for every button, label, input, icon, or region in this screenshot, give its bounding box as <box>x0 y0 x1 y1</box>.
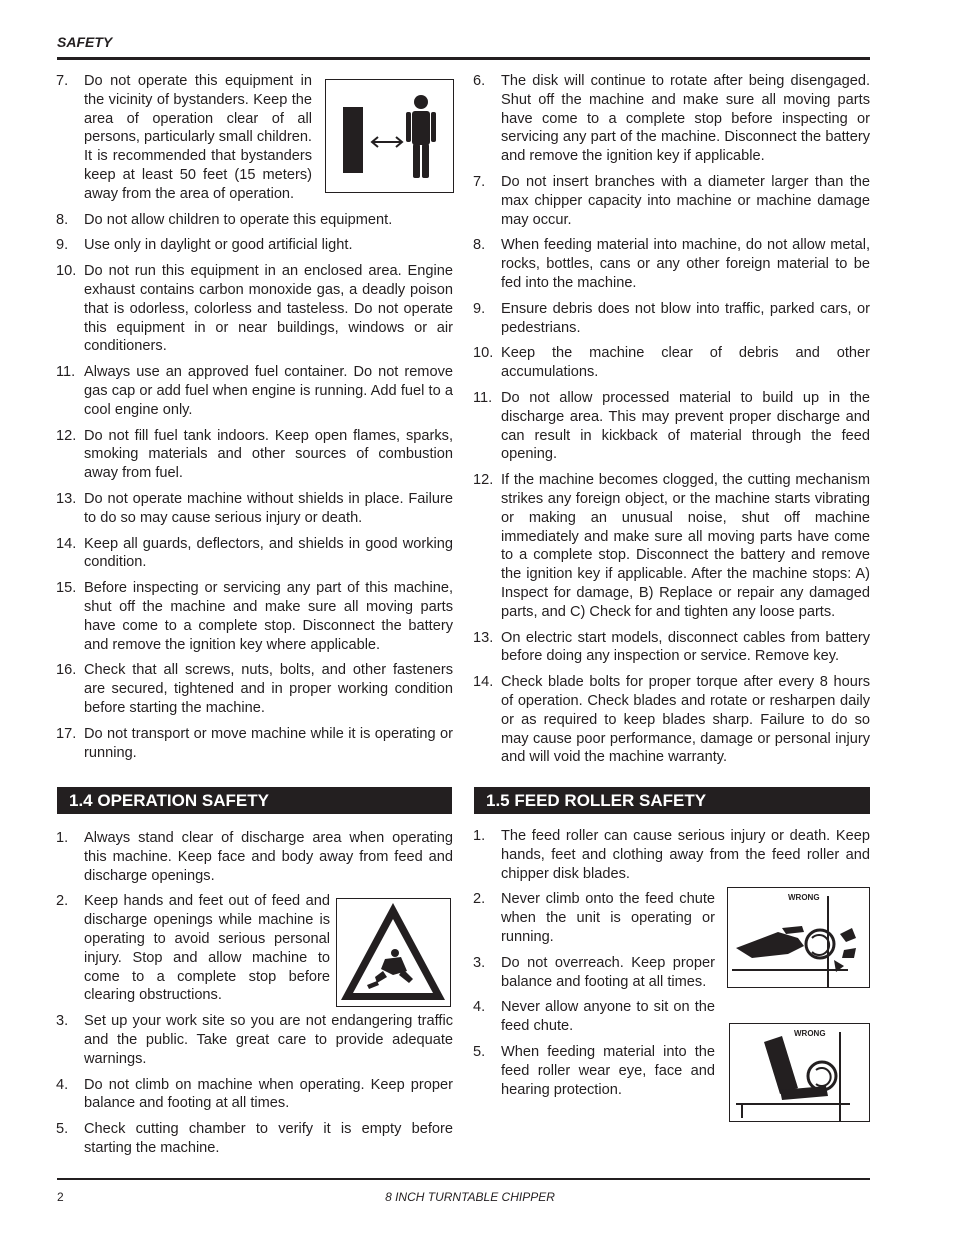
list-item <box>57 211 453 230</box>
list-item <box>474 673 870 767</box>
section-header-label: SAFETY <box>57 34 113 50</box>
list-item <box>474 954 715 992</box>
list-item <box>474 236 870 292</box>
item-text: When feeding material into machine, do not allow metal, rocks, bottles, cans or any other foreign material to be fed into the machine. <box>501 237 870 291</box>
section-title-operation-safety: 1.4 OPERATION SAFETY <box>57 787 452 814</box>
debris-icon <box>834 928 856 972</box>
item-number: 9. <box>56 237 69 254</box>
list-item <box>57 725 453 763</box>
item-number: 7. <box>56 73 69 89</box>
item-number: 3. <box>56 1013 69 1030</box>
list-item <box>57 829 453 885</box>
list-item <box>57 262 453 356</box>
warning-triangle-figure <box>336 898 451 1007</box>
list-item <box>474 629 870 667</box>
page-number: 2 <box>57 1190 64 1204</box>
list-item <box>474 173 870 229</box>
list-item <box>57 1076 453 1114</box>
item-number: 8. <box>56 211 69 228</box>
list-item <box>57 579 453 654</box>
item-text: Never allow anyone to sit on the feed chute. <box>501 999 715 1035</box>
item-text: Do not transport or move machine while it is operating or running. <box>84 725 453 761</box>
item-text: When feeding material into the feed roller wear eye, face and hearing protection. <box>501 1043 715 1098</box>
item-text: Keep the machine clear of debris and other accumulations. <box>501 345 870 381</box>
list-item <box>474 389 870 464</box>
item-text: Do not operate machine without shields in place. Failure to do so may cause serious injury or death. <box>84 490 453 526</box>
item-text: Check cutting chamber to verify it is empty before starting the machine. <box>84 1121 453 1156</box>
item-number: 12. <box>473 472 494 489</box>
item-number: 17. <box>56 725 77 742</box>
item-number: 15. <box>56 580 77 597</box>
list-item <box>474 72 870 166</box>
item-number: 11. <box>56 364 76 381</box>
list-item <box>57 661 453 717</box>
list-item <box>474 998 715 1036</box>
list-item <box>57 490 453 528</box>
wrong-label: WRONG <box>794 1029 826 1038</box>
wrong-label: WRONG <box>788 893 820 902</box>
list-item <box>57 72 312 204</box>
item-text: Do not run this equipment in an enclosed area. Engine exhaust contains carbon monoxide gas, a deadly poison that is odorless, colorless and tasteless. Do not operate this equipment in or near buildings, windows or air conditioners. <box>84 263 453 355</box>
machine-icon <box>343 107 363 173</box>
item-text: Before inspecting or servicing any part of this machine, shut off the machine and make sure all moving parts have come to a complete stop. Disconnect the battery and remove the ignition key where applicable. <box>84 580 453 653</box>
item-text: Check blade bolts for proper torque after every 8 hours of operation. Check blades and rotate or resharpen daily or as required to keep blades sharp. Failure to do so may cause poor performance, damage or personal injury and will void the machine warranty. <box>501 674 870 766</box>
list-item <box>474 344 870 382</box>
bystander-distance-figure <box>325 79 454 193</box>
item-text: Do not allow processed material to build up in the discharge area. This may prevent proper discharge and can result in kickback of material through the feed opening. <box>501 389 870 463</box>
item-text: Keep all guards, deflectors, and shields in good working condition. <box>84 535 453 571</box>
item-number: 7. <box>473 173 486 190</box>
item-number: 2. <box>473 891 486 908</box>
item-text: Do not overreach. Keep proper balance and footing at all times. <box>501 954 715 990</box>
list-item <box>57 892 330 1005</box>
section-title-feed-roller-safety: 1.5 FEED ROLLER SAFETY <box>474 787 870 814</box>
header-rule <box>57 57 870 60</box>
item-number: 4. <box>56 1076 69 1093</box>
list-item <box>474 827 870 883</box>
list-item <box>57 1012 453 1068</box>
item-text: Do not climb on machine when operating. Keep proper balance and footing at all times. <box>84 1076 453 1112</box>
item-number: 16. <box>56 662 77 679</box>
item-text: Ensure debris does not blow into traffic, parked cars, or pedestrians. <box>501 300 870 336</box>
list-item <box>474 300 870 338</box>
item-text: Keep hands and feet out of feed and discharge openings while machine is operating to avoid serious personal injury. Stop and allow machine to come to a complete stop before clearing obstructions. <box>84 893 330 1004</box>
item-text: Always use an approved fuel container. Do not remove gas cap or add fuel when engine is running. Add fuel to a cool engine only. <box>84 364 453 418</box>
right-column <box>474 72 870 774</box>
item-text: If the machine becomes clogged, the cutting mechanism strikes any foreign object, or the machine starts vibrating or making an unusual noise, shut off machine immediately and make sure all moving parts have come to a complete stop. Disconnect the battery and remove the ignition key if applicable. After the machine stops: A) Inspect for damage, B) Replace or repair any damaged parts, and C) Check for and tighten any loose parts. <box>501 472 870 620</box>
item-text: Do not operate this equipment in the vicinity of bystanders. Keep the area of operation clear of all persons, particularly small children. It is recommended that bystanders keep at least 50 feet (15 meters) away from the area of operation. <box>84 73 312 202</box>
item-number: 10. <box>473 345 494 362</box>
item-text: Set up your work site so you are not endangering traffic and the public. Take great care to provide adequate warnings. <box>84 1013 453 1067</box>
item-number: 1. <box>473 828 486 844</box>
list-item <box>57 236 453 255</box>
list-item <box>474 1043 715 1099</box>
person-icon <box>406 95 436 178</box>
item-text: Do not insert branches with a diameter larger than the max chipper capacity into machine or machine damage may occur. <box>501 173 870 228</box>
footer-rule <box>57 1178 870 1180</box>
hand-icon <box>736 926 804 958</box>
item-text: Check that all screws, nuts, bolts, and other fasteners are secured, tightened and in proper working condition before starting the machine. <box>84 662 453 716</box>
item-text: The disk will continue to rotate after being disengaged. Shut off the machine and make sure all moving parts have come to a complete stop before inspecting or servicing any part of the machine. Disconnect the battery and remove the ignition key if applicable. <box>501 73 870 165</box>
item-number: 14. <box>56 535 77 552</box>
item-number: 4. <box>473 999 486 1016</box>
item-number: 2. <box>56 893 69 910</box>
item-number: 8. <box>473 237 486 254</box>
item-number: 14. <box>473 674 494 691</box>
item-number: 3. <box>473 954 486 971</box>
item-text: On electric start models, disconnect cables from battery before doing any inspection or service. Remove key. <box>501 629 870 665</box>
item-text: The feed roller can cause serious injury or death. Keep hands, feet and clothing away from the feed roller and chipper disk blades. <box>501 828 870 882</box>
list-item <box>57 427 453 483</box>
item-number: 11. <box>473 389 493 406</box>
item-text: Do not allow children to operate this equipment. <box>84 211 393 228</box>
item-number: 12. <box>56 427 77 444</box>
double-arrow-icon <box>372 137 402 147</box>
item-text: Never climb onto the feed chute when the unit is operating or running. <box>501 891 715 945</box>
list-item <box>57 363 453 419</box>
item-text: Do not fill fuel tank indoors. Keep open flames, sparks, smoking materials and other sources of combustion away from fuel. <box>84 427 453 482</box>
list-item <box>57 1120 453 1158</box>
document-title: 8 INCH TURNTABLE CHIPPER <box>385 1190 555 1204</box>
item-number: 13. <box>473 629 494 646</box>
item-text: Always stand clear of discharge area when operating this machine. Keep face and body away from feed and discharge openings. <box>84 830 453 884</box>
item-text: Use only in daylight or good artificial light. <box>84 237 353 254</box>
wrong-sitting-feed-chute-figure <box>729 1023 870 1122</box>
item-number: 9. <box>473 300 486 317</box>
list-item <box>474 890 715 946</box>
list-item <box>474 471 870 621</box>
wrong-hand-feed-roller-figure <box>727 887 870 988</box>
list-item <box>57 535 453 573</box>
item-number: 5. <box>56 1121 69 1138</box>
item-number: 10. <box>56 263 77 280</box>
item-number: 13. <box>56 490 77 507</box>
item-number: 5. <box>473 1043 486 1060</box>
item-number: 6. <box>473 73 486 89</box>
item-number: 1. <box>56 830 69 846</box>
